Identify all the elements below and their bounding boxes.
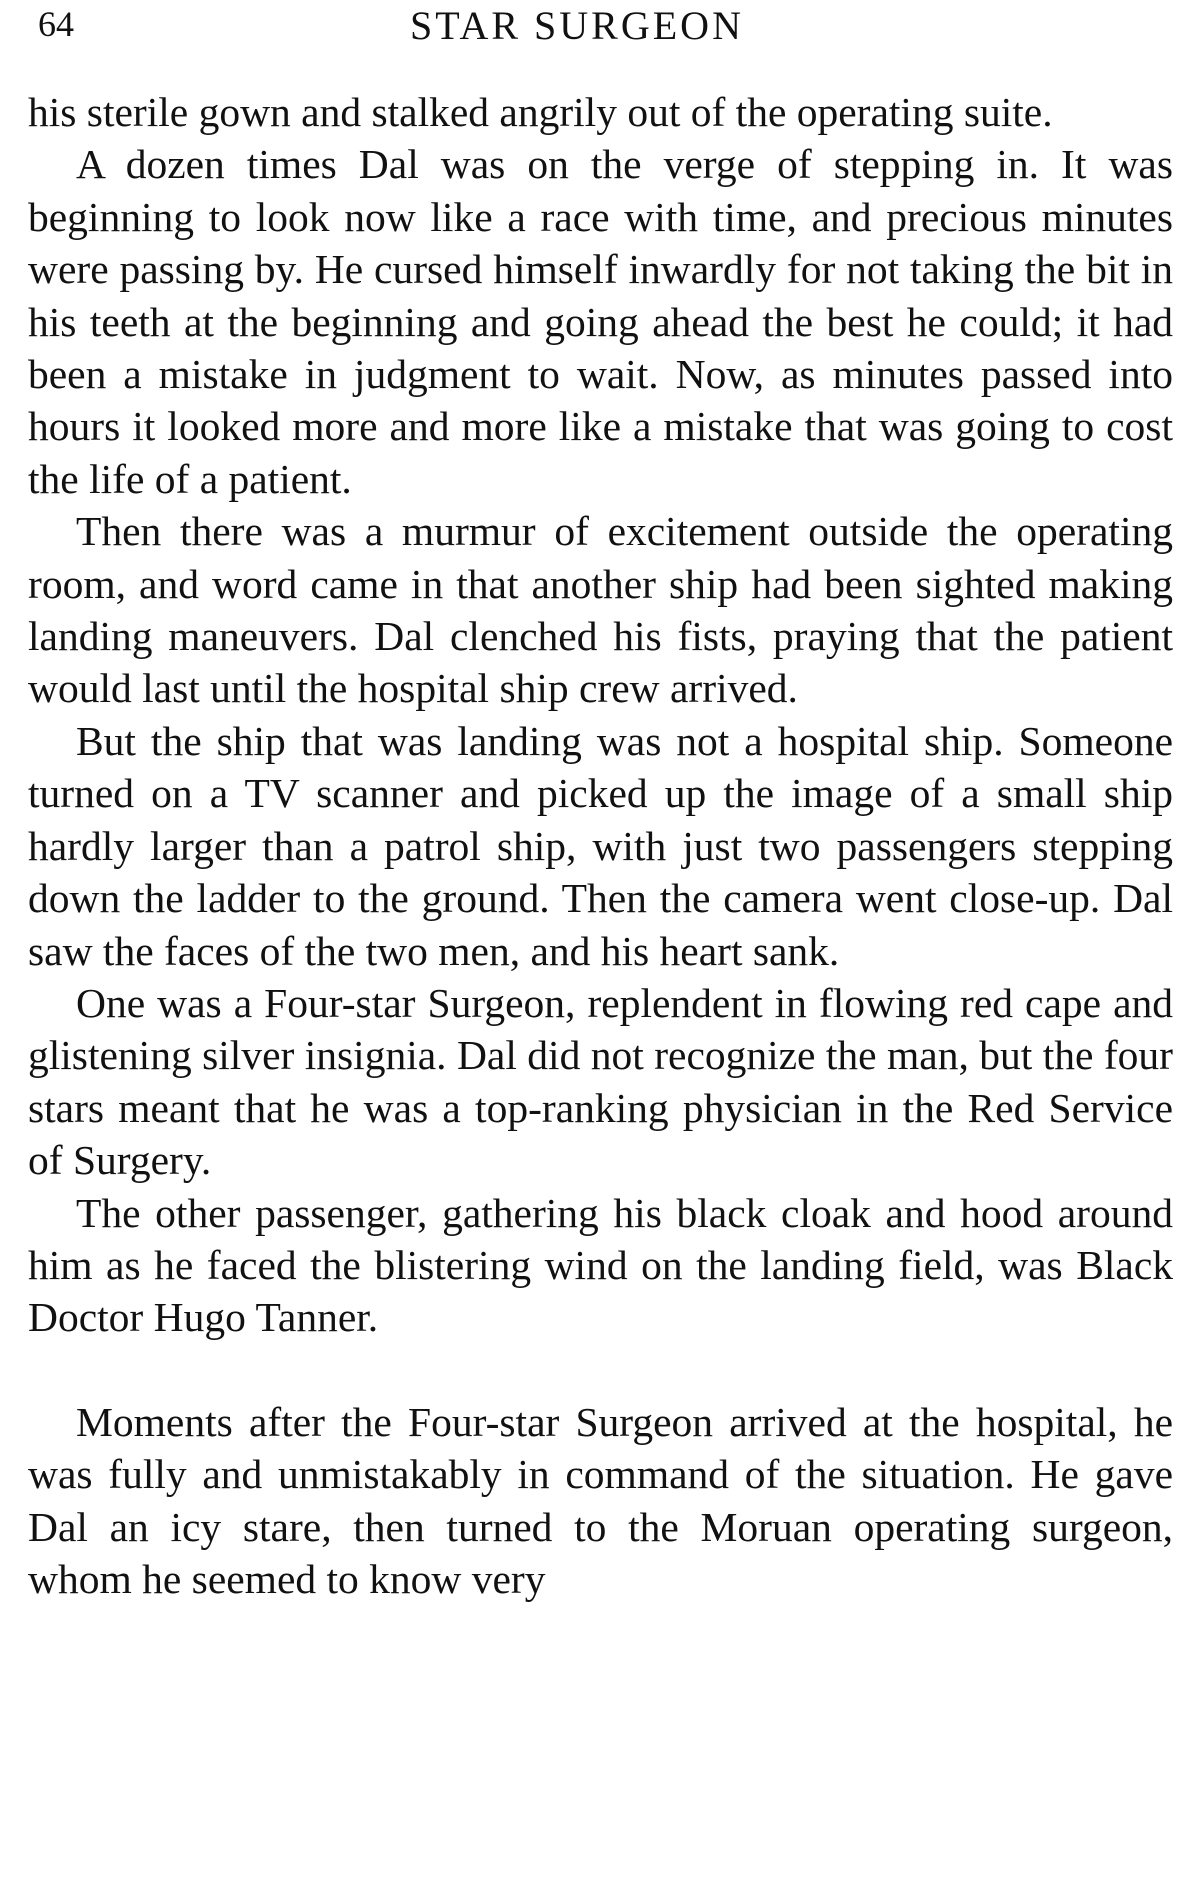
paragraph-continued: his sterile gown and stalked angrily out of the operating suite.	[28, 89, 1053, 135]
running-head	[38, 0, 1168, 60]
paragraph: The other passenger, gathering his black cloak and hood around him as he faced the blistering wind on the landing field, was Black Doctor Hugo Tanner.	[28, 1189, 1173, 1341]
body-text	[28, 86, 1173, 1605]
paragraph: But the ship that was landing was not a hospital ship. Someone turned on a TV scanner and picked up the image of a small ship hardly larger than a patrol ship, with just two passengers stepping down the ladder to the ground. Then the camera went close-up. Dal saw the faces of the two men, and his heart sank.	[28, 717, 1173, 974]
paragraph: One was a Four-star Surgeon, replendent in flowing red cape and glistening silver insignia. Dal did not recognize the man, but the four stars meant that he was a top-ranking physician in the Red Service of Surgery.	[28, 979, 1173, 1184]
paragraph-section-start: Moments after the Four-star Surgeon arrived at the hospital, he was fully and unmistakably in command of the situation. He gave Dal an icy stare, then turned to the Moruan operating surgeon, whom he seemed to know very	[28, 1398, 1173, 1602]
page-number: 64	[38, 4, 74, 44]
paragraph: A dozen times Dal was on the verge of stepping in. It was beginning to look now like a race with time, and precious minutes were passing by. He cursed himself inwardly for not taking the bit in his teeth at the beginning and going ahead the best he could; it had been a mistake in judgment to wait. Now, as minutes passed into hours it looked more and more like a mistake that was going to cost the life of a patient.	[28, 141, 1173, 502]
book-title: STAR SURGEON	[410, 3, 744, 48]
paragraph: Then there was a murmur of excitement outside the operating room, and word came in that another ship had been sighted making landing maneuvers. Dal clenched his fists, praying that the patient would last until the hospital ship crew arrived.	[28, 508, 1173, 712]
